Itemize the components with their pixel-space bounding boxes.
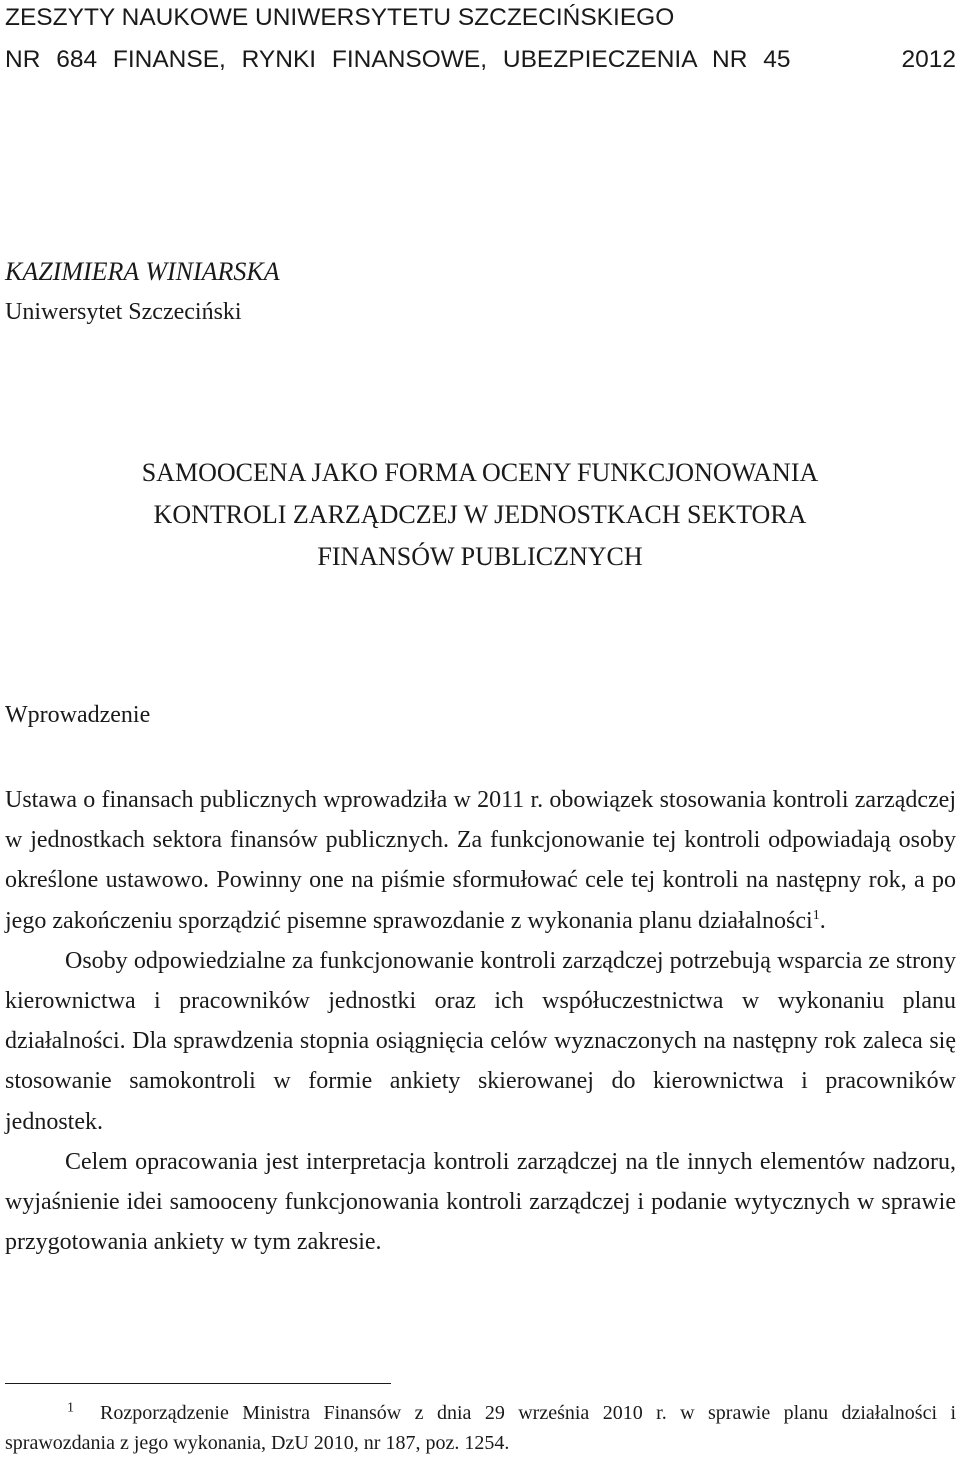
footnote-ref[interactable]: 1 [812, 907, 820, 923]
journal-issue: NR 684 FINANSE, RYNKI FINANSOWE, UBEZPIECZENIA NR 45 [5, 46, 791, 73]
footnote-text: Rozporządzenie Ministra Finansów z dnia 29 września 2010 r. w sprawie planu działalności i sprawozdania z jego wykonania, DzU 2010, nr 187, poz. 1254. [5, 1402, 956, 1454]
footnote [5, 1398, 956, 1458]
paragraph-text: Ustawa o finansach publicznych wprowadziła w 2011 r. obowiązek stosowania kontroli zarządczej w jednostkach sektora finansów publicznych. Za funkcjonowanie tej kontroli odpowiadają osoby określone ustawowo. Powinny one na piśmie sformułować cele tej kontroli na następny rok, a po jego zakończeniu sporządzić pisemne sprawozdanie z wykonania planu działalności [5, 787, 956, 934]
title-line: SAMOOCENA JAKO FORMA OCENY FUNKCJONOWANIA [141, 458, 819, 487]
footnote-number-wrap [5, 1398, 100, 1428]
journal-issue-line [5, 45, 956, 75]
title-line: KONTROLI ZARZĄDCZEJ W JEDNOSTKACH SEKTORA [153, 500, 807, 529]
author-affiliation: Uniwersytet Szczeciński [5, 299, 242, 325]
footnote-number: 1 [67, 1400, 74, 1416]
paragraph: Celem opracowania jest interpretacja kontroli zarządczej na tle innych elementów nadzoru, wyjaśnienie idei samooceny funkcjonowania kontroli zarządczej i podanie wytycznych w sprawie przygotowania ankiety w tym zakresie. [5, 1148, 956, 1256]
paragraph: Osoby odpowiedzialne za funkcjonowanie kontroli zarządczej potrzebują wsparcia ze strony kierownictwa i pracowników jednostki oraz ich współuczestnictwa w wykonaniu planu działalności. Dla sprawdzenia stopnia osiągnięcia celów wyznaczonych na następny rok zaleca się stosowanie samokontroli w formie ankiety skierowanej do kierownictwa i pracowników jednostek. [5, 947, 956, 1135]
article-title [0, 452, 960, 578]
journal-title: ZESZYTY NAUKOWE UNIWERSYTETU SZCZECIŃSKIEGO [5, 4, 675, 31]
paragraph [5, 780, 956, 941]
article-body [5, 780, 956, 1262]
title-line: FINANSÓW PUBLICZNYCH [317, 542, 643, 571]
journal-year: 2012 [901, 46, 956, 73]
paragraph-tail: . [819, 907, 826, 934]
footnote-divider [5, 1383, 391, 1384]
section-heading: Wprowadzenie [5, 702, 151, 728]
author-name: KAZIMIERA WINIARSKA [5, 257, 280, 286]
